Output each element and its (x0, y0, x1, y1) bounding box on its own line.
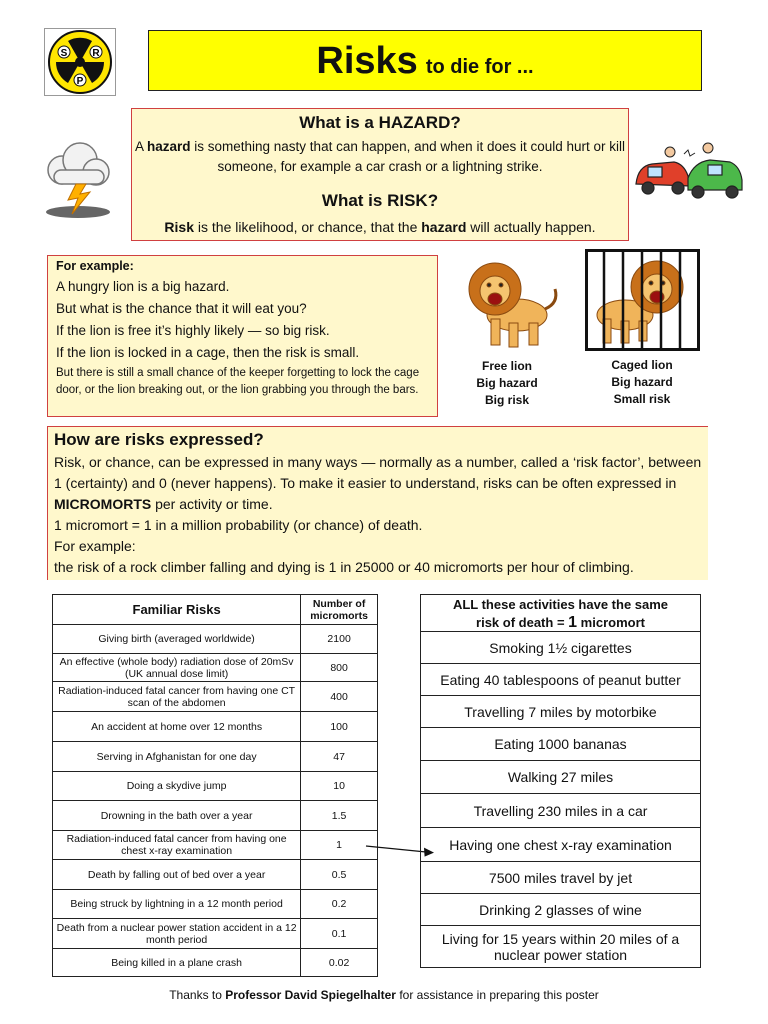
table-row (53, 742, 378, 772)
example-line: A hungry lion is a big hazard. (56, 279, 230, 294)
activity-item: Eating 1000 bananas (420, 728, 701, 761)
table-row (53, 860, 378, 890)
hazard-definition: A hazard is something nasty that can happen, and when it does it could hurt or kill someone, for example a car crash or a lightning strike. (134, 139, 626, 174)
activity-item: Living for 15 years within 20 miles of a nuclear power station (420, 926, 701, 968)
micromort-value: 1.5 (301, 801, 378, 831)
risk-description: An effective (whole body) radiation dose of 20mSv (UK annual dose limit) (53, 654, 301, 682)
risk-definition: Risk is the likelihood, or chance, that the hazard will actually happen. (164, 219, 596, 235)
table-row (53, 949, 378, 977)
example-note: But there is still a small chance of the keeper forgetting to lock the cage door, or the lion breaking out, or the lion grabbing you through the bars. (56, 367, 420, 396)
logo-letter-s: S (60, 48, 68, 59)
table-row (53, 890, 378, 919)
micromort-value: 47 (301, 742, 378, 772)
micromort-definition: 1 micromort = 1 in a million probability (or chance) of death. (54, 517, 423, 533)
example-line: But what is the chance that it will eat you? (56, 301, 307, 316)
risk-description: An accident at home over 12 months (53, 712, 301, 742)
risk-description: Being struck by lightning in a 12 month period (53, 890, 301, 919)
caged-lion-icon (585, 249, 700, 351)
risk-description: Doing a skydive jump (53, 772, 301, 801)
micromort-value: 10 (301, 772, 378, 801)
micromort-value: 0.02 (301, 949, 378, 977)
micromort-value: 100 (301, 712, 378, 742)
car-crash-icon (630, 140, 748, 208)
risk-heading: What is RISK? (321, 191, 439, 210)
table-row (53, 772, 378, 801)
micromort-value: 0.2 (301, 890, 378, 919)
risk-description: Being killed in a plane crash (53, 949, 301, 977)
micromort-value: 800 (301, 654, 378, 682)
risk-description: Death from a nuclear power station accident in a 12 month period (53, 919, 301, 949)
micromort-value: 0.5 (301, 860, 378, 890)
example-line: If the lion is free it’s highly likely — so big risk. (56, 323, 330, 338)
risk-description: Death by falling out of bed over a year (53, 860, 301, 890)
micromort-value: 2100 (301, 625, 378, 654)
activity-item: Travelling 230 miles in a car (420, 794, 701, 828)
example-line: If the lion is locked in a cage, then the risk is small. (56, 345, 360, 360)
activity-item: Eating 40 tablespoons of peanut butter (420, 664, 701, 696)
table-row (53, 654, 378, 682)
activity-item: Walking 27 miles (420, 761, 701, 794)
risk-description: Drowning in the bath over a year (53, 801, 301, 831)
storm-cloud-icon (40, 140, 116, 220)
acknowledgement: Thanks to Professor David Spiegelhalter for assistance in preparing this poster (169, 988, 599, 1002)
micromort-value: 400 (301, 682, 378, 712)
risk-description: Giving birth (averaged worldwide) (53, 625, 301, 654)
risk-description: Serving in Afghanistan for one day (53, 742, 301, 772)
risk-description: Radiation-induced fatal cancer from having one chest x-ray examination (53, 831, 301, 860)
activity-item: Travelling 7 miles by motorbike (420, 696, 701, 728)
logo-letter-p: P (76, 76, 84, 87)
micromorts-header: Number of micromorts (301, 595, 378, 625)
table-row (53, 919, 378, 949)
expressed-heading: How are risks expressed? (54, 430, 264, 449)
activity-item: 7500 miles travel by jet (420, 862, 701, 894)
table-row (53, 712, 378, 742)
activity-item: Drinking 2 glasses of wine (420, 894, 701, 926)
logo-letter-r: R (92, 48, 100, 59)
table-row (53, 625, 378, 654)
table-row (53, 801, 378, 831)
micromort-value: 1 (301, 831, 378, 860)
table-row (53, 682, 378, 712)
expressed-example-label: For example: (54, 538, 136, 554)
micromort-value: 0.1 (301, 919, 378, 949)
micromort-activities (420, 594, 701, 968)
familiar-risks-header: Familiar Risks (53, 595, 301, 625)
risk-description: Radiation-induced fatal cancer from having one CT scan of the abdomen (53, 682, 301, 712)
example-title: For example: (56, 259, 134, 273)
free-lion-icon (455, 253, 563, 351)
activity-item: Smoking 1½ cigarettes (420, 632, 701, 664)
expressed-paragraph: Risk, or chance, can be expressed in many ways — normally as a number, called a ‘risk factor’, between 1 (certainty) and 0 (never happens). To make it easier to understand, risks can be often expressed in MICROMORTS per activity or time. (54, 454, 702, 512)
page-title: Risks (316, 40, 418, 82)
hazard-heading: What is a HAZARD? (299, 113, 461, 132)
table-row (53, 831, 378, 860)
activity-item: Having one chest x-ray examination (420, 828, 701, 862)
rock-climber-example: the risk of a rock climber falling and dying is 1 in 25000 or 40 micromorts per hour of climbing. (54, 559, 634, 575)
definition-box (131, 108, 629, 241)
free-lion-caption: Free lion Big hazard Big risk (476, 359, 538, 407)
familiar-risks-table (52, 594, 378, 977)
title-banner (148, 30, 702, 91)
page-subtitle: to die for ... (425, 56, 534, 78)
radiation-logo-icon (44, 28, 116, 96)
example-box (47, 255, 438, 417)
caged-lion-caption: Caged lion Big hazard Small risk (611, 358, 673, 406)
risks-expressed-box (47, 426, 708, 580)
micromort-activities-header: ALL these activities have the same risk of death = 1 micromort (420, 594, 701, 632)
